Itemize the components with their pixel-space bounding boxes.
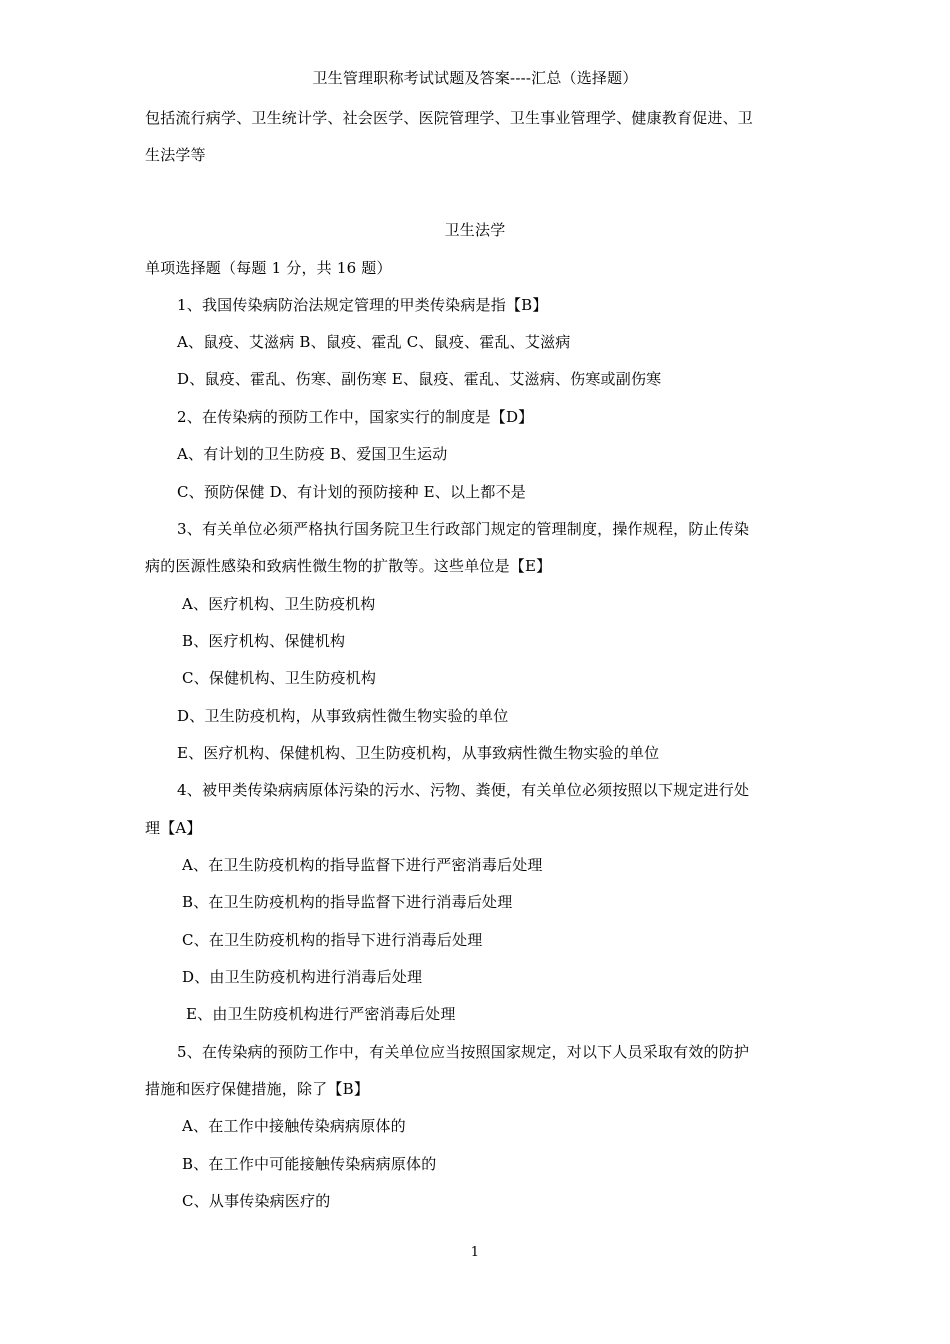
question-3-option-e: E、医疗机构、保健机构、卫生防疫机构，从事致病性微生物实验的单位 — [177, 744, 660, 762]
section-note: 单项选择题（每题 1 分，共 16 题） — [145, 259, 392, 277]
question-4-option-c: C、在卫生防疫机构的指导下进行消毒后处理 — [182, 931, 483, 949]
question-5-line-1: 5、在传染病的预防工作中，有关单位应当按照国家规定，对以下人员采取有效的防护 — [177, 1043, 750, 1061]
section-title: 卫生法学 — [444, 221, 506, 239]
question-5-option-a: A、在工作中接触传染病病原体的 — [182, 1117, 406, 1135]
question-4-option-d: D、由卫生防疫机构进行消毒后处理 — [182, 968, 423, 986]
question-5-option-c: C、从事传染病医疗的 — [182, 1192, 331, 1210]
document-title: 卫生管理职称考试试题及答案----汇总（选择题） — [312, 69, 638, 87]
question-4-option-a: A、在卫生防疫机构的指导监督下进行严密消毒后处理 — [182, 856, 543, 874]
question-1: 1、我国传染病防治法规定管理的甲类传染病是指【B】 — [177, 296, 548, 314]
question-4-line-2: 理【A】 — [145, 819, 202, 837]
question-2-options-c-e: C、预防保健 D、有计划的预防接种 E、以上都不是 — [177, 483, 526, 501]
intro-line-1: 包括流行病学、卫生统计学、社会医学、医院管理学、卫生事业管理学、健康教育促进、卫 — [145, 109, 754, 127]
question-5-line-2: 措施和医疗保健措施，除了【B】 — [145, 1080, 370, 1098]
question-1-options-d-e: D、鼠疫、霍乱、伤寒、副伤寒 E、鼠疫、霍乱、艾滋病、伤寒或副伤寒 — [177, 370, 662, 388]
question-3-option-c: C、保健机构、卫生防疫机构 — [182, 669, 377, 687]
question-4-line-1: 4、被甲类传染病病原体污染的污水、污物、粪便，有关单位必须按照以下规定进行处 — [177, 781, 750, 799]
question-4-option-b: B、在卫生防疫机构的指导监督下进行消毒后处理 — [182, 893, 513, 911]
question-3-option-a: A、医疗机构、卫生防疫机构 — [182, 595, 376, 613]
question-1-options-a-c: A、鼠疫、艾滋病 B、鼠疫、霍乱 C、鼠疫、霍乱、艾滋病 — [177, 333, 571, 351]
question-2-options-a-b: A、有计划的卫生防疫 B、爱国卫生运动 — [177, 445, 448, 463]
question-4-option-e: E、由卫生防疫机构进行严密消毒后处理 — [186, 1005, 456, 1023]
question-3-option-b: B、医疗机构、保健机构 — [182, 632, 346, 650]
question-2: 2、在传染病的预防工作中，国家实行的制度是【D】 — [177, 408, 534, 426]
question-3-line-2: 病的医源性感染和致病性微生物的扩散等。这些单位是【E】 — [145, 557, 552, 575]
intro-line-2: 生法学等 — [145, 146, 206, 164]
question-3-option-d: D、卫生防疫机构，从事致病性微生物实验的单位 — [177, 707, 509, 725]
page-number: 1 — [470, 1245, 480, 1260]
question-5-option-b: B、在工作中可能接触传染病病原体的 — [182, 1155, 437, 1173]
question-3-line-1: 3、有关单位必须严格执行国务院卫生行政部门规定的管理制度，操作规程，防止传染 — [177, 520, 750, 538]
